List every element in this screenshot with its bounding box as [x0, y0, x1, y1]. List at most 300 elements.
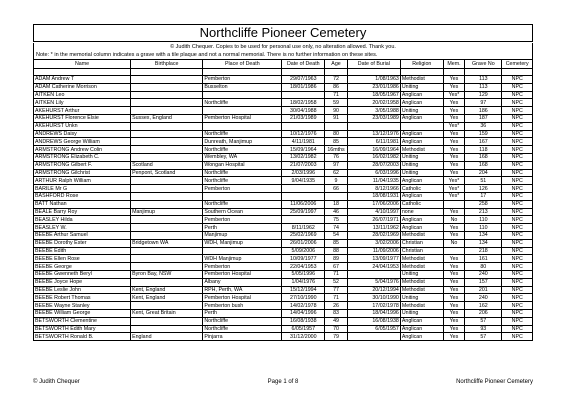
table-cell: Perth — [203, 309, 282, 317]
table-cell: Uniting — [400, 153, 443, 161]
table-cell: 31/12/2000 — [282, 333, 325, 341]
table-row — [34, 325, 533, 333]
table-cell: Yes* — [443, 122, 464, 130]
table-cell: 70 — [325, 325, 348, 333]
table-cell: 157 — [465, 278, 502, 286]
table-cell: BARILE Mr G — [34, 185, 131, 193]
table-cell: 113 — [465, 83, 502, 91]
table-cell: Yes — [443, 130, 464, 138]
table-cell: 4/11/1981 — [282, 138, 325, 146]
table-cell: 30/10/1990 — [347, 294, 400, 302]
table-cell: 9 — [325, 177, 348, 185]
table-cell: 93 — [465, 325, 502, 333]
table-cell: 18/02/1958 — [282, 99, 325, 107]
table-cell: Wembley, WA — [203, 153, 282, 161]
table-cell: 54 — [325, 231, 348, 239]
table-cell: BETSWORTH Ronald B. — [34, 333, 131, 341]
table-cell: 15/12/1994 — [282, 286, 325, 294]
table-cell: BETSWORTH Clementine — [34, 317, 131, 325]
table-cell: 23/01/1986 — [347, 83, 400, 91]
table-cell: 11/04/1935 — [347, 177, 400, 185]
table-cell: NPC — [502, 239, 533, 247]
table-cell: BEEBE Dorothy Ester — [34, 239, 131, 247]
table-cell: 17/06/2006 — [347, 200, 400, 208]
table-row — [34, 278, 533, 286]
table-cell: 16mths — [325, 146, 348, 154]
column-header: Birthplace — [131, 60, 203, 69]
table-cell: 85 — [325, 138, 348, 146]
table-cell: 49 — [325, 317, 348, 325]
table-cell: BEEBE William George — [34, 309, 131, 317]
table-cell: Pemberton Hospital — [203, 270, 282, 278]
table-cell — [282, 91, 325, 99]
table-cell: 118 — [465, 146, 502, 154]
table-cell: Uniting — [400, 169, 443, 177]
table-cell: Methodist — [400, 302, 443, 310]
table-cell: 134 — [465, 239, 502, 247]
footer-copyright: © Judith Chequer — [33, 379, 80, 385]
table-cell: Kent, England — [131, 294, 203, 302]
table-cell: 18/04/1996 — [347, 309, 400, 317]
table-cell: 16/08/1938 — [282, 317, 325, 325]
table-row — [34, 216, 533, 224]
table-cell: Northcliffe — [203, 325, 282, 333]
table-cell: BEEBE Ellen Rose — [34, 255, 131, 263]
table-cell: NPC — [502, 107, 533, 115]
table-cell: NPC — [502, 177, 533, 185]
table-cell: Dunreath, Manjimup — [203, 138, 282, 146]
table-cell: Bridgetown WA — [131, 239, 203, 247]
table-cell: Sussex, England — [131, 114, 203, 122]
table-cell: ARMSTRONG Gilchrist — [34, 169, 131, 177]
table-cell: Christian — [400, 247, 443, 255]
table-cell: NPC — [502, 317, 533, 325]
table-cell: NPC — [502, 185, 533, 193]
table-cell: Kent, England — [131, 286, 203, 294]
table-cell: Yes — [443, 138, 464, 146]
table-cell: 186 — [465, 107, 502, 115]
table-cell: Yes — [443, 169, 464, 177]
table-cell: Anglican — [400, 192, 443, 200]
table-cell: 13/02/1982 — [282, 153, 325, 161]
table-cell: ADAM Catherine Morrison — [34, 83, 131, 91]
table-cell: 13/09/1977 — [347, 255, 400, 263]
table-cell: 201 — [465, 286, 502, 294]
table-cell: 80 — [325, 130, 348, 138]
table-cell: Yes — [443, 317, 464, 325]
table-cell: NPC — [502, 83, 533, 91]
table-cell — [131, 91, 203, 99]
table-row — [34, 185, 533, 193]
table-cell: 76 — [325, 153, 348, 161]
table-cell: Yes* — [443, 91, 464, 99]
table-row — [34, 192, 533, 200]
table-cell: Pemberton — [203, 76, 282, 84]
table-cell: NPC — [502, 216, 533, 224]
table-cell: Yes — [443, 302, 464, 310]
table-cell: 10/12/1976 — [282, 130, 325, 138]
table-cell: 86 — [325, 83, 348, 91]
table-cell: Pemberton — [203, 263, 282, 271]
table-cell: 16/09/1964 — [347, 146, 400, 154]
table-cell: 21/07/2003 — [282, 161, 325, 169]
table-cell: 26/07/1971 — [347, 216, 400, 224]
document-title: Northcliffe Pioneer Cemetery — [33, 24, 533, 42]
table-cell: 20/02/1958 — [347, 99, 400, 107]
table-cell — [131, 216, 203, 224]
table-cell: 5/04/1976 — [347, 278, 400, 286]
table-cell — [282, 122, 325, 130]
table-cell: Busselton — [203, 83, 282, 91]
table-cell: ARMSTRONG Andrew Colin — [34, 146, 131, 154]
table-row — [34, 239, 533, 247]
table-cell: 5/05/1996 — [282, 270, 325, 278]
table-cell: 30/04/1988 — [282, 107, 325, 115]
table-cell: 52 — [325, 278, 348, 286]
table-cell: Methodist — [400, 278, 443, 286]
table-cell: BEEBE Arthur Samuel — [34, 231, 131, 239]
table-cell: 24/04/1953 — [347, 263, 400, 271]
table-cell: 22/04/1953 — [282, 263, 325, 271]
table-row — [34, 286, 533, 294]
table-cell: 67 — [325, 263, 348, 271]
table-row — [34, 317, 533, 325]
column-header: Cemetery — [502, 60, 533, 69]
table-cell: BEEBE Gwenneth Beryl — [34, 270, 131, 278]
table-cell: WDH, Manjimup — [203, 239, 282, 247]
table-cell: Yes — [443, 231, 464, 239]
table-cell: 66 — [325, 185, 348, 193]
table-cell: Uniting — [400, 107, 443, 115]
table-row — [34, 99, 533, 107]
table-cell — [443, 200, 464, 208]
table-cell — [131, 130, 203, 138]
table-cell: 240 — [465, 294, 502, 302]
column-header: Date of Death — [282, 60, 325, 69]
table-cell — [325, 192, 348, 200]
table-cell: NPC — [502, 192, 533, 200]
table-cell: Pemberton — [203, 216, 282, 224]
table-cell: 89 — [325, 255, 348, 263]
table-cell: Anglican — [400, 325, 443, 333]
table-cell: 97 — [325, 161, 348, 169]
table-cell: 10/09/1977 — [282, 255, 325, 263]
table-cell: BEEBE Robert Thomas — [34, 294, 131, 302]
table-cell: NPC — [502, 161, 533, 169]
table-cell: NPC — [502, 309, 533, 317]
table-cell: 4/10/1997 — [347, 208, 400, 216]
table-cell: Perth — [203, 224, 282, 232]
table-cell: 85 — [325, 239, 348, 247]
table-row — [34, 177, 533, 185]
table-cell: ARMSTRONG Gilbert F. — [34, 161, 131, 169]
column-header: Name — [34, 60, 131, 69]
table-cell: 8/11/1962 — [282, 224, 325, 232]
table-cell — [131, 325, 203, 333]
table-row — [34, 114, 533, 122]
table-cell: 218 — [465, 247, 502, 255]
table-cell: BEEBE Joyce Hope — [34, 278, 131, 286]
table-cell: 204 — [465, 169, 502, 177]
table-cell: ADAM Andrew T — [34, 76, 131, 84]
table-cell: 159 — [465, 130, 502, 138]
table-row — [34, 83, 533, 91]
table-cell: 71 — [325, 270, 348, 278]
column-header: Place of Death — [203, 60, 282, 69]
table-cell: Anglican — [400, 99, 443, 107]
table-cell: 57 — [465, 317, 502, 325]
table-cell: Yes — [443, 76, 464, 84]
table-cell — [131, 302, 203, 310]
table-cell: Manjimup — [203, 231, 282, 239]
table-cell: 3/05/1988 — [347, 107, 400, 115]
table-cell: NPC — [502, 122, 533, 130]
table-cell: 129 — [465, 91, 502, 99]
table-row — [34, 146, 533, 154]
table-cell: 187 — [465, 114, 502, 122]
table-cell: Pemberton — [203, 185, 282, 193]
table-cell: NPC — [502, 333, 533, 341]
table-cell: ANDREWS Daisy — [34, 130, 131, 138]
table-cell: RPH, Perth, WA — [203, 286, 282, 294]
table-cell: BATT Nathan — [34, 200, 131, 208]
table-cell: 21/03/1989 — [282, 114, 325, 122]
table-cell: 213 — [465, 208, 502, 216]
table-cell — [131, 107, 203, 115]
table-cell — [131, 278, 203, 286]
table-cell: 167 — [465, 138, 502, 146]
table-cell: Yes — [443, 161, 464, 169]
table-cell: NPC — [502, 255, 533, 263]
table-cell: 97 — [465, 99, 502, 107]
table-cell: 240 — [465, 270, 502, 278]
table-cell: Yes — [443, 99, 464, 107]
table-cell: BEASLEY Hilda — [34, 216, 131, 224]
table-cell: Yes — [443, 309, 464, 317]
table-cell — [131, 200, 203, 208]
table-cell: Northcliffe — [203, 130, 282, 138]
table-cell: 57 — [465, 333, 502, 341]
table-cell: Uniting — [400, 309, 443, 317]
table-cell: 8/12/1966 — [347, 185, 400, 193]
table-cell: 162 — [465, 302, 502, 310]
table-row — [34, 309, 533, 317]
table-cell: 16/08/1938 — [347, 317, 400, 325]
table-cell: AITKEN Leo — [34, 91, 131, 99]
table-cell — [203, 91, 282, 99]
table-cell: Anglican — [400, 130, 443, 138]
table-cell: 113 — [465, 76, 502, 84]
table-row — [34, 231, 533, 239]
table-cell: 62 — [325, 169, 348, 177]
table-cell: BEEBE Leslie John — [34, 286, 131, 294]
table-cell — [347, 333, 400, 341]
table-cell: NPC — [502, 294, 533, 302]
table-cell: NPC — [502, 200, 533, 208]
table-cell: 59 — [325, 99, 348, 107]
table-row — [34, 76, 533, 84]
table-row — [34, 107, 533, 115]
table-cell — [282, 216, 325, 224]
table-row — [34, 122, 533, 130]
table-cell: NPC — [502, 270, 533, 278]
table-cell — [131, 317, 203, 325]
table-cell: NPC — [502, 286, 533, 294]
table-cell: 14/02/1978 — [282, 302, 325, 310]
table-cell: Yes* — [443, 177, 464, 185]
column-header: Religion — [400, 60, 443, 69]
table-cell: Yes — [443, 146, 464, 154]
table-cell: Anglican — [400, 114, 443, 122]
table-cell: Yes — [443, 153, 464, 161]
table-row — [34, 161, 533, 169]
table-cell: Uniting — [400, 83, 443, 91]
footer-cemetery-name: Northcliffe Pioneer Cemetery — [456, 379, 533, 385]
table-cell: 17/02/1978 — [347, 302, 400, 310]
table-cell: 6/11/1981 — [347, 138, 400, 146]
table-cell: NPC — [502, 130, 533, 138]
table-cell: Yes — [443, 107, 464, 115]
table-cell — [443, 247, 464, 255]
table-cell: NPC — [502, 169, 533, 177]
column-header: Mem. — [443, 60, 464, 69]
table-cell: BEASLEY W. — [34, 224, 131, 232]
table-cell: Yes — [443, 224, 464, 232]
table-cell: 26 — [325, 302, 348, 310]
table-cell: Penpont, Scotland — [131, 169, 203, 177]
copyright-notice: © Judith Chequer. Copies to be used for personal use only, no alteration allowed. Thank you. — [33, 43, 533, 51]
table-cell: 29/07/1963 — [282, 76, 325, 84]
table-cell: 72 — [325, 76, 348, 84]
table-cell: Manjimup — [131, 208, 203, 216]
table-cell — [131, 185, 203, 193]
table-cell: ANDREWS George William — [34, 138, 131, 146]
table-cell: Northcliffe — [203, 317, 282, 325]
table-row — [34, 153, 533, 161]
table-cell — [131, 177, 203, 185]
table-cell: Yes — [443, 208, 464, 216]
table-cell: 1/04/1976 — [282, 278, 325, 286]
table-cell: NPC — [502, 231, 533, 239]
table-cell — [131, 153, 203, 161]
table-cell: 2/03/1996 — [282, 169, 325, 177]
table-cell: Yes — [443, 83, 464, 91]
table-cell: 20/12/1994 — [347, 286, 400, 294]
table-cell: 134 — [465, 231, 502, 239]
table-cell — [400, 122, 443, 130]
table-cell: 6/05/1957 — [282, 325, 325, 333]
table-cell: 26/01/2006 — [282, 239, 325, 247]
table-cell: Yes — [443, 114, 464, 122]
table-cell: Anglican — [400, 138, 443, 146]
table-cell: Methodist — [400, 255, 443, 263]
table-cell — [325, 122, 348, 130]
table-row — [34, 91, 533, 99]
table-cell — [203, 107, 282, 115]
table-row — [34, 224, 533, 232]
table-cell: 46 — [325, 208, 348, 216]
table-cell — [131, 192, 203, 200]
table-cell: Anglican — [400, 216, 443, 224]
table-cell: 74 — [325, 224, 348, 232]
table-cell: Anglican — [400, 224, 443, 232]
table-cell: 80 — [465, 263, 502, 271]
table-cell: Albany — [203, 278, 282, 286]
table-cell: Uniting — [400, 161, 443, 169]
table-cell: 13/11/1962 — [347, 224, 400, 232]
table-cell: NPC — [502, 247, 533, 255]
table-cell: AKEHURST Arthur — [34, 107, 131, 115]
table-cell: 168 — [465, 161, 502, 169]
table-cell: Yes — [443, 255, 464, 263]
table-cell: No — [443, 239, 464, 247]
table-cell: Yes — [443, 270, 464, 278]
table-cell: 13/12/1976 — [347, 130, 400, 138]
table-cell — [131, 76, 203, 84]
table-cell: BEEBE George — [34, 263, 131, 271]
table-cell: Northcliffe — [203, 99, 282, 107]
table-cell: 91 — [325, 114, 348, 122]
table-cell: 6/03/1996 — [347, 169, 400, 177]
table-cell: Yes — [443, 294, 464, 302]
table-cell: 28/02/1969 — [347, 231, 400, 239]
table-cell: AITKEN Lily — [34, 99, 131, 107]
table-cell: 75 — [325, 216, 348, 224]
table-cell — [282, 185, 325, 193]
table-cell: AKEHURST Unkn — [34, 122, 131, 130]
table-cell: 16/02/1982 — [347, 153, 400, 161]
table-cell: NPC — [502, 325, 533, 333]
table-cell — [131, 231, 203, 239]
table-cell: 15/09/1964 — [282, 146, 325, 154]
table-cell: 18/01/1986 — [282, 83, 325, 91]
table-cell: Pemberton Hospital — [203, 294, 282, 302]
table-cell: Anglican — [400, 91, 443, 99]
table-cell: BEEBE Wayne Stanley — [34, 302, 131, 310]
table-cell: ARTHUR Ralph William — [34, 177, 131, 185]
table-row — [34, 255, 533, 263]
table-cell: 27/10/1990 — [282, 294, 325, 302]
table-cell: NPC — [502, 302, 533, 310]
table-cell: Uniting — [400, 294, 443, 302]
table-cell: No — [443, 216, 464, 224]
table-cell: AKEHURST Florence Elsie — [34, 114, 131, 122]
table-cell: 9/04/1935 — [282, 177, 325, 185]
table-cell — [203, 192, 282, 200]
table-cell: Anglican — [400, 177, 443, 185]
table-cell: 83 — [325, 309, 348, 317]
table-cell — [347, 270, 400, 278]
table-cell: Methodist — [400, 286, 443, 294]
table-cell: Methodist — [400, 263, 443, 271]
table-cell: Catholic — [400, 185, 443, 193]
table-cell — [131, 224, 203, 232]
table-cell: Northcliffe — [203, 169, 282, 177]
table-cell: WDH Manjimup — [203, 255, 282, 263]
table-row — [34, 302, 533, 310]
table-cell: 25/02/1969 — [282, 231, 325, 239]
table-cell: BETSWORTH Edith Mary — [34, 325, 131, 333]
table-cell: NPC — [502, 263, 533, 271]
table-cell: ARMSTRONG Elizabeth C. — [34, 153, 131, 161]
table-cell: NPC — [502, 278, 533, 286]
column-header: Grave No — [465, 60, 502, 69]
table-row — [34, 270, 533, 278]
table-cell: 71 — [325, 294, 348, 302]
table-cell: BASHFORD Rose — [34, 192, 131, 200]
table-cell: NPC — [502, 153, 533, 161]
table-cell: Yes — [443, 263, 464, 271]
